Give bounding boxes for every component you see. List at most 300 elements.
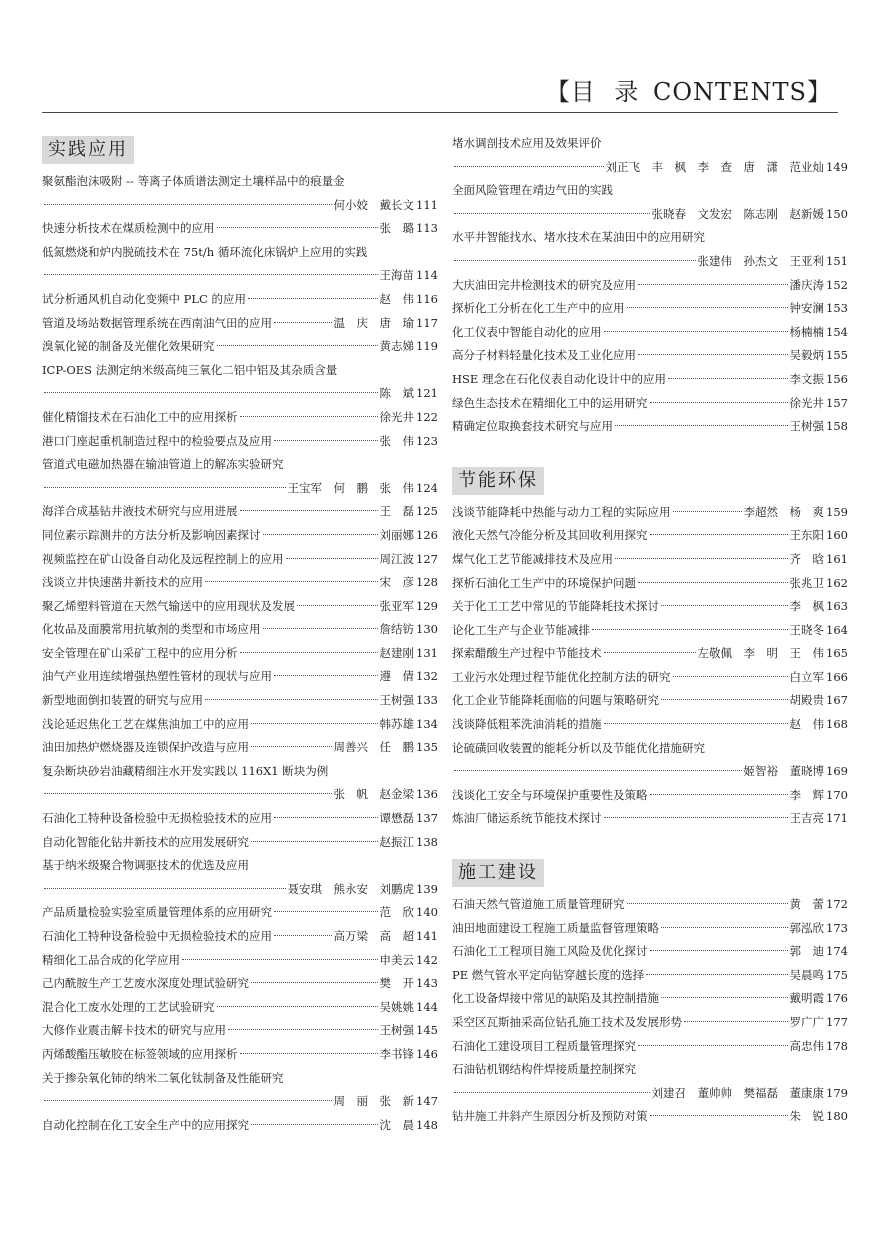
- toc-entry-authors: 张 伟: [379, 433, 415, 448]
- toc-entry-authors: 周 丽 张 新: [333, 1094, 415, 1109]
- toc-entry[interactable]: [42, 406, 438, 430]
- toc-entry-page: 160: [826, 528, 848, 543]
- toc-entry-authors: 李文振: [789, 371, 825, 386]
- toc-entry-authors: 张 帆 赵金梁: [333, 787, 415, 802]
- dot-leader: [650, 534, 788, 535]
- toc-entry-page: 162: [826, 575, 848, 590]
- toc-entry-title[interactable]: 管道式电磁加热器在输油管道上的解冻实验研究: [42, 457, 284, 472]
- toc-entry-title: 探索醋酸生产过程中节能技术: [452, 646, 602, 661]
- toc-entry-title: 浅论延迟焦化工艺在煤焦油加工中的应用: [42, 716, 249, 731]
- toc-entry-title[interactable]: 全面风险管理在靖边气田的实践: [452, 183, 613, 198]
- toc-entry-page: 173: [826, 920, 848, 935]
- dot-leader: [661, 997, 788, 998]
- toc-entry-page: 144: [416, 999, 438, 1014]
- toc-entry-page: 145: [416, 1023, 438, 1038]
- contents-header: 【目 录 CONTENTS】: [545, 78, 832, 106]
- toc-entry-page: 142: [416, 952, 438, 967]
- toc-entry-authors: 刘丽娜: [379, 527, 415, 542]
- dot-leader: [638, 582, 788, 583]
- toc-entry[interactable]: [452, 642, 848, 666]
- toc-entry-authors: 周江波: [379, 551, 415, 566]
- toc-entry[interactable]: [452, 415, 848, 439]
- dot-leader: [650, 402, 788, 403]
- toc-entry[interactable]: [452, 203, 848, 227]
- toc-entry-page: 148: [416, 1117, 438, 1132]
- toc-entry[interactable]: [42, 689, 438, 713]
- toc-entry-page: 168: [826, 717, 848, 732]
- dot-leader: [627, 903, 788, 904]
- header-en-title: CONTENTS: [652, 78, 807, 106]
- toc-entry-title[interactable]: 复杂断块砂岩油藏精细注水开发实践以 116X1 断块为例: [42, 763, 329, 778]
- toc-entry-page: 116: [416, 291, 438, 306]
- toc-entry-title: 浅谈化工安全与环境保护重要性及策略: [452, 787, 648, 802]
- toc-entry[interactable]: [452, 893, 848, 917]
- dot-leader: [274, 817, 378, 818]
- toc-entry[interactable]: [42, 831, 438, 855]
- dot-leader: [274, 322, 332, 323]
- toc-entry-authors: 朱 锐: [789, 1109, 825, 1124]
- toc-entry-title: 视频监控在矿山设备自动化及远程控制上的应用: [42, 551, 284, 566]
- toc-entry-authors: 刘正飞 丰 枫 李 查 唐 潇 范业灿: [605, 159, 825, 174]
- toc-entry-page: 134: [416, 716, 438, 731]
- toc-entry-title: 绿色生态技术在精细化工中的运用研究: [452, 395, 648, 410]
- toc-entry-page: 164: [826, 622, 848, 637]
- toc-entry[interactable]: [452, 940, 848, 964]
- toc-entry-title: 聚乙烯塑料管道在天然气输送中的应用现状及发展: [42, 598, 295, 613]
- toc-entry-page: 154: [826, 324, 848, 339]
- dot-leader: [248, 298, 378, 299]
- toc-entry-authors: 吴晨鸣: [789, 967, 825, 982]
- toc-entry-authors: 遵 倩: [379, 669, 415, 684]
- toc-entry-page: 124: [416, 480, 438, 495]
- toc-entry-page: 131: [416, 645, 438, 660]
- toc-entry-authors: 黄 蕾: [789, 897, 825, 912]
- dot-leader: [251, 982, 378, 983]
- dot-leader: [454, 166, 604, 167]
- header-cn-title: 目 录: [570, 78, 645, 106]
- dot-leader: [217, 1006, 378, 1007]
- toc-entry-page: 133: [416, 693, 438, 708]
- toc-entry-page: 174: [826, 944, 848, 959]
- dot-leader: [263, 534, 378, 535]
- toc-entry-title: 石油天然气管道施工质量管理研究: [452, 897, 625, 912]
- dot-leader: [673, 511, 742, 512]
- toc-entry[interactable]: [42, 477, 438, 501]
- toc-entry-authors: 高万梁 高 超: [333, 929, 415, 943]
- toc-entry-title[interactable]: 低氮燃烧和炉内脱硫技术在 75t/h 循环流化床锅炉上应用的实践: [42, 244, 368, 259]
- toc-entry-authors: 高忠伟: [789, 1038, 825, 1053]
- toc-entry-authors: 李 枫: [789, 599, 825, 614]
- header-rule: [42, 112, 838, 113]
- toc-entry[interactable]: [452, 760, 848, 784]
- toc-entry[interactable]: [42, 642, 438, 666]
- toc-entry[interactable]: [452, 572, 848, 596]
- toc-entry-page: 111: [416, 197, 438, 212]
- toc-entry[interactable]: [42, 194, 438, 218]
- toc-entry-page: 156: [826, 371, 848, 386]
- toc-entry-authors: 刘建召 董帅帅 樊福磊 董康康: [651, 1085, 825, 1100]
- toc-entry[interactable]: [42, 665, 438, 689]
- toc-entry-authors: 黄志娣: [379, 339, 415, 354]
- toc-entry[interactable]: [42, 1114, 438, 1138]
- toc-entry-title: 溴氧化铋的制备及光催化效果研究: [42, 339, 215, 354]
- toc-entry[interactable]: [42, 288, 438, 312]
- toc-entry-page: 176: [826, 991, 848, 1006]
- toc-entry-authors: 申美云: [379, 952, 415, 967]
- toc-entry[interactable]: [452, 250, 848, 274]
- toc-entry-page: 123: [416, 433, 438, 448]
- toc-entry-title[interactable]: 堵水调剖技术应用及效果评价: [452, 136, 602, 150]
- toc-entry-page: 138: [416, 834, 438, 849]
- toc-entry[interactable]: [42, 713, 438, 737]
- toc-entry-page: 136: [416, 787, 438, 802]
- toc-entry[interactable]: [452, 321, 848, 345]
- toc-entry[interactable]: [42, 335, 438, 359]
- toc-entry-page: 179: [826, 1085, 848, 1100]
- toc-entry-title: 新型地面倒扣装置的研究与应用: [42, 693, 203, 708]
- toc-entry-authors: 郭泓欣: [789, 920, 825, 935]
- toc-entry-authors: 白立军: [789, 669, 825, 684]
- toc-entry[interactable]: [42, 807, 438, 831]
- toc-entry-title: 炼油厂储运系统节能技术探讨: [452, 811, 602, 826]
- toc-entry[interactable]: [42, 901, 438, 925]
- dot-leader: [650, 794, 788, 795]
- toc-entry[interactable]: [42, 1043, 438, 1067]
- toc-entry[interactable]: [42, 312, 438, 336]
- toc-entry-title: 自动化智能化钻井新技术的应用发展研究: [42, 834, 249, 849]
- dot-leader: [44, 274, 378, 275]
- toc-entry-authors: 陈 斌: [379, 386, 415, 401]
- toc-entry[interactable]: [42, 1090, 438, 1114]
- toc-entry-page: 169: [826, 764, 848, 779]
- toc-entry-page: 128: [416, 575, 438, 590]
- dot-leader: [44, 1100, 332, 1101]
- toc-entry[interactable]: [42, 996, 438, 1020]
- dot-leader: [274, 935, 332, 936]
- dot-leader: [661, 605, 788, 606]
- dot-leader: [44, 888, 286, 889]
- toc-entry-authors: 宋 彦: [379, 575, 415, 590]
- toc-entry-page: 163: [826, 599, 848, 614]
- toc-entry-title: 探析石油化工生产中的环境保护问题: [452, 575, 636, 590]
- dot-leader: [638, 284, 788, 285]
- toc-entry-title: 探析化工分析在化工生产中的应用: [452, 301, 625, 316]
- toc-entry[interactable]: [452, 368, 848, 392]
- toc-entry-page: 170: [826, 787, 848, 802]
- toc-entry-title: 论化工生产与企业节能减排: [452, 622, 590, 637]
- toc-entry[interactable]: [42, 500, 438, 524]
- toc-entry[interactable]: [452, 156, 848, 180]
- toc-entry-page: 158: [826, 419, 848, 434]
- toc-entry-title[interactable]: 论硫磺回收装置的能耗分析以及节能优化措施研究: [452, 740, 705, 755]
- dot-leader: [251, 841, 378, 842]
- toc-entry-page: 129: [416, 598, 438, 613]
- dot-leader: [228, 1029, 378, 1030]
- section-gap: [452, 831, 848, 855]
- toc-entry[interactable]: [42, 571, 438, 595]
- toc-entry-title: 煤气化工艺节能减排技术及应用: [452, 551, 613, 566]
- dot-leader: [604, 723, 788, 724]
- dot-leader: [44, 392, 378, 393]
- dot-leader: [240, 652, 378, 653]
- toc-entry-page: 157: [826, 395, 848, 410]
- dot-leader: [661, 927, 788, 928]
- right-column: [452, 132, 848, 1129]
- toc-entry[interactable]: [452, 987, 848, 1011]
- toc-entry[interactable]: [452, 666, 848, 690]
- toc-entry-page: 135: [416, 740, 438, 755]
- toc-entry[interactable]: [452, 1035, 848, 1059]
- section-gap: [452, 439, 848, 463]
- toc-entry-page: 178: [826, 1038, 848, 1053]
- toc-entry-page: 146: [416, 1046, 438, 1061]
- toc-entry[interactable]: [42, 524, 438, 548]
- dot-leader: [650, 950, 788, 951]
- toc-entry-authors: 李书锋: [379, 1046, 415, 1061]
- left-column: [42, 132, 438, 1137]
- toc-entry[interactable]: [452, 595, 848, 619]
- toc-entry-page: 175: [826, 967, 848, 982]
- toc-entry[interactable]: [452, 501, 848, 525]
- toc-entry-page: 141: [416, 929, 438, 943]
- toc-entry-title[interactable]: 聚氨酯泡沫吸附 -- 等离子体质谱法测定土壤样品中的痕量金: [42, 174, 345, 188]
- toc-entry-title: 丙烯酸酯压敏胶在标签领域的应用探析: [42, 1046, 238, 1061]
- toc-entry-title: 大修作业震击解卡技术的研究与应用: [42, 1023, 226, 1038]
- toc-entry[interactable]: [42, 217, 438, 241]
- toc-entry-title: 油田地面建设工程施工质量监督管理策略: [452, 920, 659, 935]
- toc-entry-authors: 赵 伟: [379, 291, 415, 306]
- toc-entry-authors: 胡殿贵: [789, 693, 825, 708]
- toc-entry-page: 155: [826, 348, 848, 363]
- dot-leader: [638, 1045, 788, 1046]
- toc-entry-title: 安全管理在矿山采矿工程中的应用分析: [42, 645, 238, 660]
- dot-leader: [638, 354, 788, 355]
- toc-entry-page: 151: [826, 253, 848, 268]
- toc-entry-page: 132: [416, 669, 438, 684]
- dot-leader: [251, 723, 378, 724]
- dot-leader: [251, 1124, 378, 1125]
- toc-entry-title: 化工设备焊接中常见的缺陷及其控制措施: [452, 991, 659, 1006]
- toc-entry[interactable]: [42, 878, 438, 902]
- dot-leader: [44, 793, 332, 794]
- section-heading: 节能环保: [452, 467, 544, 495]
- toc-entry-title: 关于化工工艺中常见的节能降耗技术探讨: [452, 599, 659, 614]
- toc-entry-title[interactable]: 关于掺杂氧化铈的纳米二氧化钛制备及性能研究: [42, 1070, 284, 1085]
- dot-leader: [44, 204, 332, 205]
- toc-entry[interactable]: [452, 1105, 848, 1129]
- toc-entry[interactable]: [42, 783, 438, 807]
- toc-entry-authors: 潘庆涛: [789, 277, 825, 292]
- dot-leader: [251, 746, 332, 747]
- toc-entry[interactable]: [452, 1011, 848, 1035]
- toc-entry[interactable]: [42, 949, 438, 973]
- dot-leader: [205, 581, 378, 582]
- toc-entry-page: 126: [416, 527, 438, 542]
- toc-entry-page: 153: [826, 301, 848, 316]
- toc-entry[interactable]: [42, 264, 438, 288]
- toc-entry-title: 海洋合成基钻井液技术研究与应用进展: [42, 504, 238, 519]
- dot-leader: [205, 699, 378, 700]
- toc-entry-page: 125: [416, 504, 438, 519]
- toc-entry-page: 127: [416, 551, 438, 566]
- dot-leader: [240, 1053, 378, 1054]
- toc-entry-title: 港口门座起重机制造过程中的检验要点及应用: [42, 433, 272, 448]
- toc-entry-title: 催化精馏技术在石油化工中的应用探析: [42, 409, 238, 424]
- toc-entry-authors: 张 璐: [379, 221, 415, 236]
- toc-entry[interactable]: [42, 736, 438, 760]
- toc-entry-page: 165: [826, 646, 848, 661]
- toc-entry-authors: 赵 伟: [789, 717, 825, 732]
- toc-entry-authors: 沈 晨: [379, 1117, 415, 1132]
- toc-entry[interactable]: [452, 619, 848, 643]
- toc-entry-title: 精确定位取换套技术研究与应用: [452, 419, 613, 434]
- toc-entry-authors: 王海苗: [379, 268, 415, 283]
- dot-leader: [182, 959, 378, 960]
- toc-entry-title: 油气产业用连续增强热塑性管材的现状与应用: [42, 669, 272, 684]
- toc-entry-title: HSE 理念在石化仪表自动化设计中的应用: [452, 371, 666, 386]
- toc-entry-authors: 王树强: [789, 419, 825, 434]
- toc-entry-authors: 王东阳: [789, 528, 825, 543]
- toc-entry-authors: 王 磊: [379, 504, 415, 519]
- toc-entry-page: 143: [416, 976, 438, 991]
- toc-entry-page: 119: [416, 339, 438, 354]
- toc-entry-page: 121: [416, 386, 438, 401]
- toc-entry-title: 管道及场站数据管理系统在西南油气田的应用: [42, 315, 272, 330]
- toc-entry-authors: 张晓春 文发宏 陈志刚 赵新媛: [651, 206, 825, 221]
- toc-entry[interactable]: [452, 297, 848, 321]
- dot-leader: [274, 675, 378, 676]
- dot-leader: [274, 911, 378, 912]
- toc-entry-title: 油田加热炉燃烧器及连锁保护改造与应用: [42, 740, 249, 755]
- dot-leader: [592, 629, 788, 630]
- toc-entry-authors: 张建伟 孙杰文 王亚利: [697, 253, 825, 268]
- toc-entry-authors: 王晓冬: [789, 622, 825, 637]
- toc-entry-page: 139: [416, 881, 438, 896]
- toc-entry-title: 己内酰胺生产工艺废水深度处理试验研究: [42, 976, 249, 991]
- toc-entry-authors: 谭懋磊: [379, 811, 415, 826]
- toc-entry[interactable]: [42, 618, 438, 642]
- dot-leader: [650, 1115, 788, 1116]
- toc-entry-title: 产品质量检验实验室质量管理体系的应用研究: [42, 905, 272, 920]
- toc-entry-title: 石油化工建设项目工程质量管理探究: [452, 1038, 636, 1053]
- toc-entry-title: 试分析通风机自动化变频中 PLC 的应用: [42, 291, 246, 306]
- toc-entry[interactable]: [452, 807, 848, 831]
- toc-entry-authors: 聂安琪 熊永安 刘鹏虎: [287, 881, 415, 896]
- toc-entry[interactable]: [452, 689, 848, 713]
- toc-entry-authors: 范 欣: [379, 905, 415, 920]
- toc-entry-authors: 钟安澜: [789, 301, 825, 316]
- toc-entry-title: 化工企业节能降耗面临的问题与策略研究: [452, 693, 659, 708]
- toc-entry[interactable]: [42, 548, 438, 572]
- toc-entry-title: 浅谈立井快速凿井新技术的应用: [42, 575, 203, 590]
- dot-leader: [274, 440, 378, 441]
- toc-entry-authors: 郭 迪: [789, 944, 825, 959]
- toc-entry[interactable]: [452, 917, 848, 941]
- toc-entry-title: 石油化工特种设备检验中无损检验技术的应用: [42, 929, 272, 943]
- toc-entry-title: 浅谈降低粗苯洗油消耗的措施: [452, 717, 602, 732]
- toc-entry-title: 浅谈节能降耗中热能与动力工程的实际应用: [452, 504, 671, 519]
- toc-entry-title: 化妆品及面膜常用抗敏剂的类型和市场应用: [42, 622, 261, 637]
- dot-leader: [454, 1092, 650, 1093]
- dot-leader: [217, 227, 378, 228]
- dot-leader: [668, 378, 788, 379]
- toc-entry-title: 化工仪表中智能自动化的应用: [452, 324, 602, 339]
- toc-entry-page: 152: [826, 277, 848, 292]
- dot-leader: [44, 487, 286, 488]
- toc-entry-title: 采空区瓦斯抽采高位钻孔施工技术及发展形势: [452, 1015, 682, 1029]
- toc-entry-authors: 徐光井: [789, 395, 825, 410]
- section-heading: 施工建设: [452, 859, 544, 887]
- toc-entry-authors: 吴毅炳: [789, 348, 825, 363]
- toc-entry-title: 石油化工特种设备检验中无损检验技术的应用: [42, 811, 272, 826]
- toc-entry-page: 150: [826, 206, 848, 221]
- toc-entry[interactable]: [452, 713, 848, 737]
- toc-entry-title: 自动化控制在化工安全生产中的应用探究: [42, 1117, 249, 1132]
- toc-entry-title: 钻井施工井斜产生原因分析及预防对策: [452, 1109, 648, 1124]
- toc-entry-title: 工业污水处理过程节能优化控制方法的研究: [452, 669, 671, 684]
- dot-leader: [263, 628, 378, 629]
- toc-entry-page: 177: [826, 1015, 848, 1029]
- toc-entry[interactable]: [452, 524, 848, 548]
- toc-entry-title: 液化天然气冷能分析及其回收利用探究: [452, 528, 648, 543]
- toc-entry-title[interactable]: ICP-OES 法测定纳米级高纯三氧化二铝中铝及其杂质含量: [42, 362, 338, 377]
- toc-entry-authors: 吴姚姚: [379, 999, 415, 1014]
- toc-entry-page: 180: [826, 1109, 848, 1124]
- toc-entry-authors: 徐光井: [379, 409, 415, 424]
- toc-entry-authors: 李 辉: [789, 787, 825, 802]
- dot-leader: [454, 770, 742, 771]
- toc-entry[interactable]: [452, 1082, 848, 1106]
- toc-entry-title[interactable]: 水平井智能找水、堵水技术在某油田中的应用研究: [452, 230, 705, 245]
- toc-entry[interactable]: [452, 548, 848, 572]
- dot-leader: [627, 307, 788, 308]
- dot-leader: [604, 652, 696, 653]
- toc-entry-title: 石油化工工程项目施工风险及优化探讨: [452, 944, 648, 959]
- toc-entry-title: 精细化工品合成的化学应用: [42, 952, 180, 967]
- dot-leader: [661, 699, 788, 700]
- toc-entry-title[interactable]: 石油钻机钢结构件焊接质量控制探究: [452, 1062, 636, 1077]
- toc-entry-authors: 詹结钫: [379, 622, 415, 637]
- toc-entry-title: 同位素示踪测井的方法分析及影响因素探讨: [42, 527, 261, 542]
- dot-leader: [615, 558, 788, 559]
- dot-leader: [615, 425, 788, 426]
- toc-entry-authors: 左敬佩 李 明 王 伟: [697, 646, 825, 661]
- toc-entry-title[interactable]: 基于纳米级聚合物调驱技术的优选及应用: [42, 858, 249, 873]
- toc-entry[interactable]: [452, 784, 848, 808]
- dot-leader: [240, 510, 378, 511]
- toc-entry-page: 137: [416, 811, 438, 826]
- toc-entry[interactable]: [42, 925, 438, 949]
- toc-entry-title: 大庆油田完井检测技术的研究及应用: [452, 277, 636, 292]
- toc-entry[interactable]: [42, 595, 438, 619]
- toc-entry-page: 167: [826, 693, 848, 708]
- toc-entry-page: 122: [416, 409, 438, 424]
- toc-entry-page: 159: [826, 504, 848, 519]
- toc-entry-page: 113: [416, 221, 438, 236]
- toc-entry[interactable]: [42, 382, 438, 406]
- toc-entry-authors: 齐 晗: [789, 551, 825, 566]
- toc-entry[interactable]: [452, 274, 848, 298]
- dot-leader: [684, 1021, 788, 1022]
- dot-leader: [673, 676, 788, 677]
- toc-entry[interactable]: [42, 1019, 438, 1043]
- toc-entry[interactable]: [452, 392, 848, 416]
- toc-entry-page: 130: [416, 622, 438, 637]
- toc-entry[interactable]: [452, 344, 848, 368]
- toc-entry[interactable]: [42, 430, 438, 454]
- toc-entry[interactable]: [452, 964, 848, 988]
- toc-entry[interactable]: [42, 972, 438, 996]
